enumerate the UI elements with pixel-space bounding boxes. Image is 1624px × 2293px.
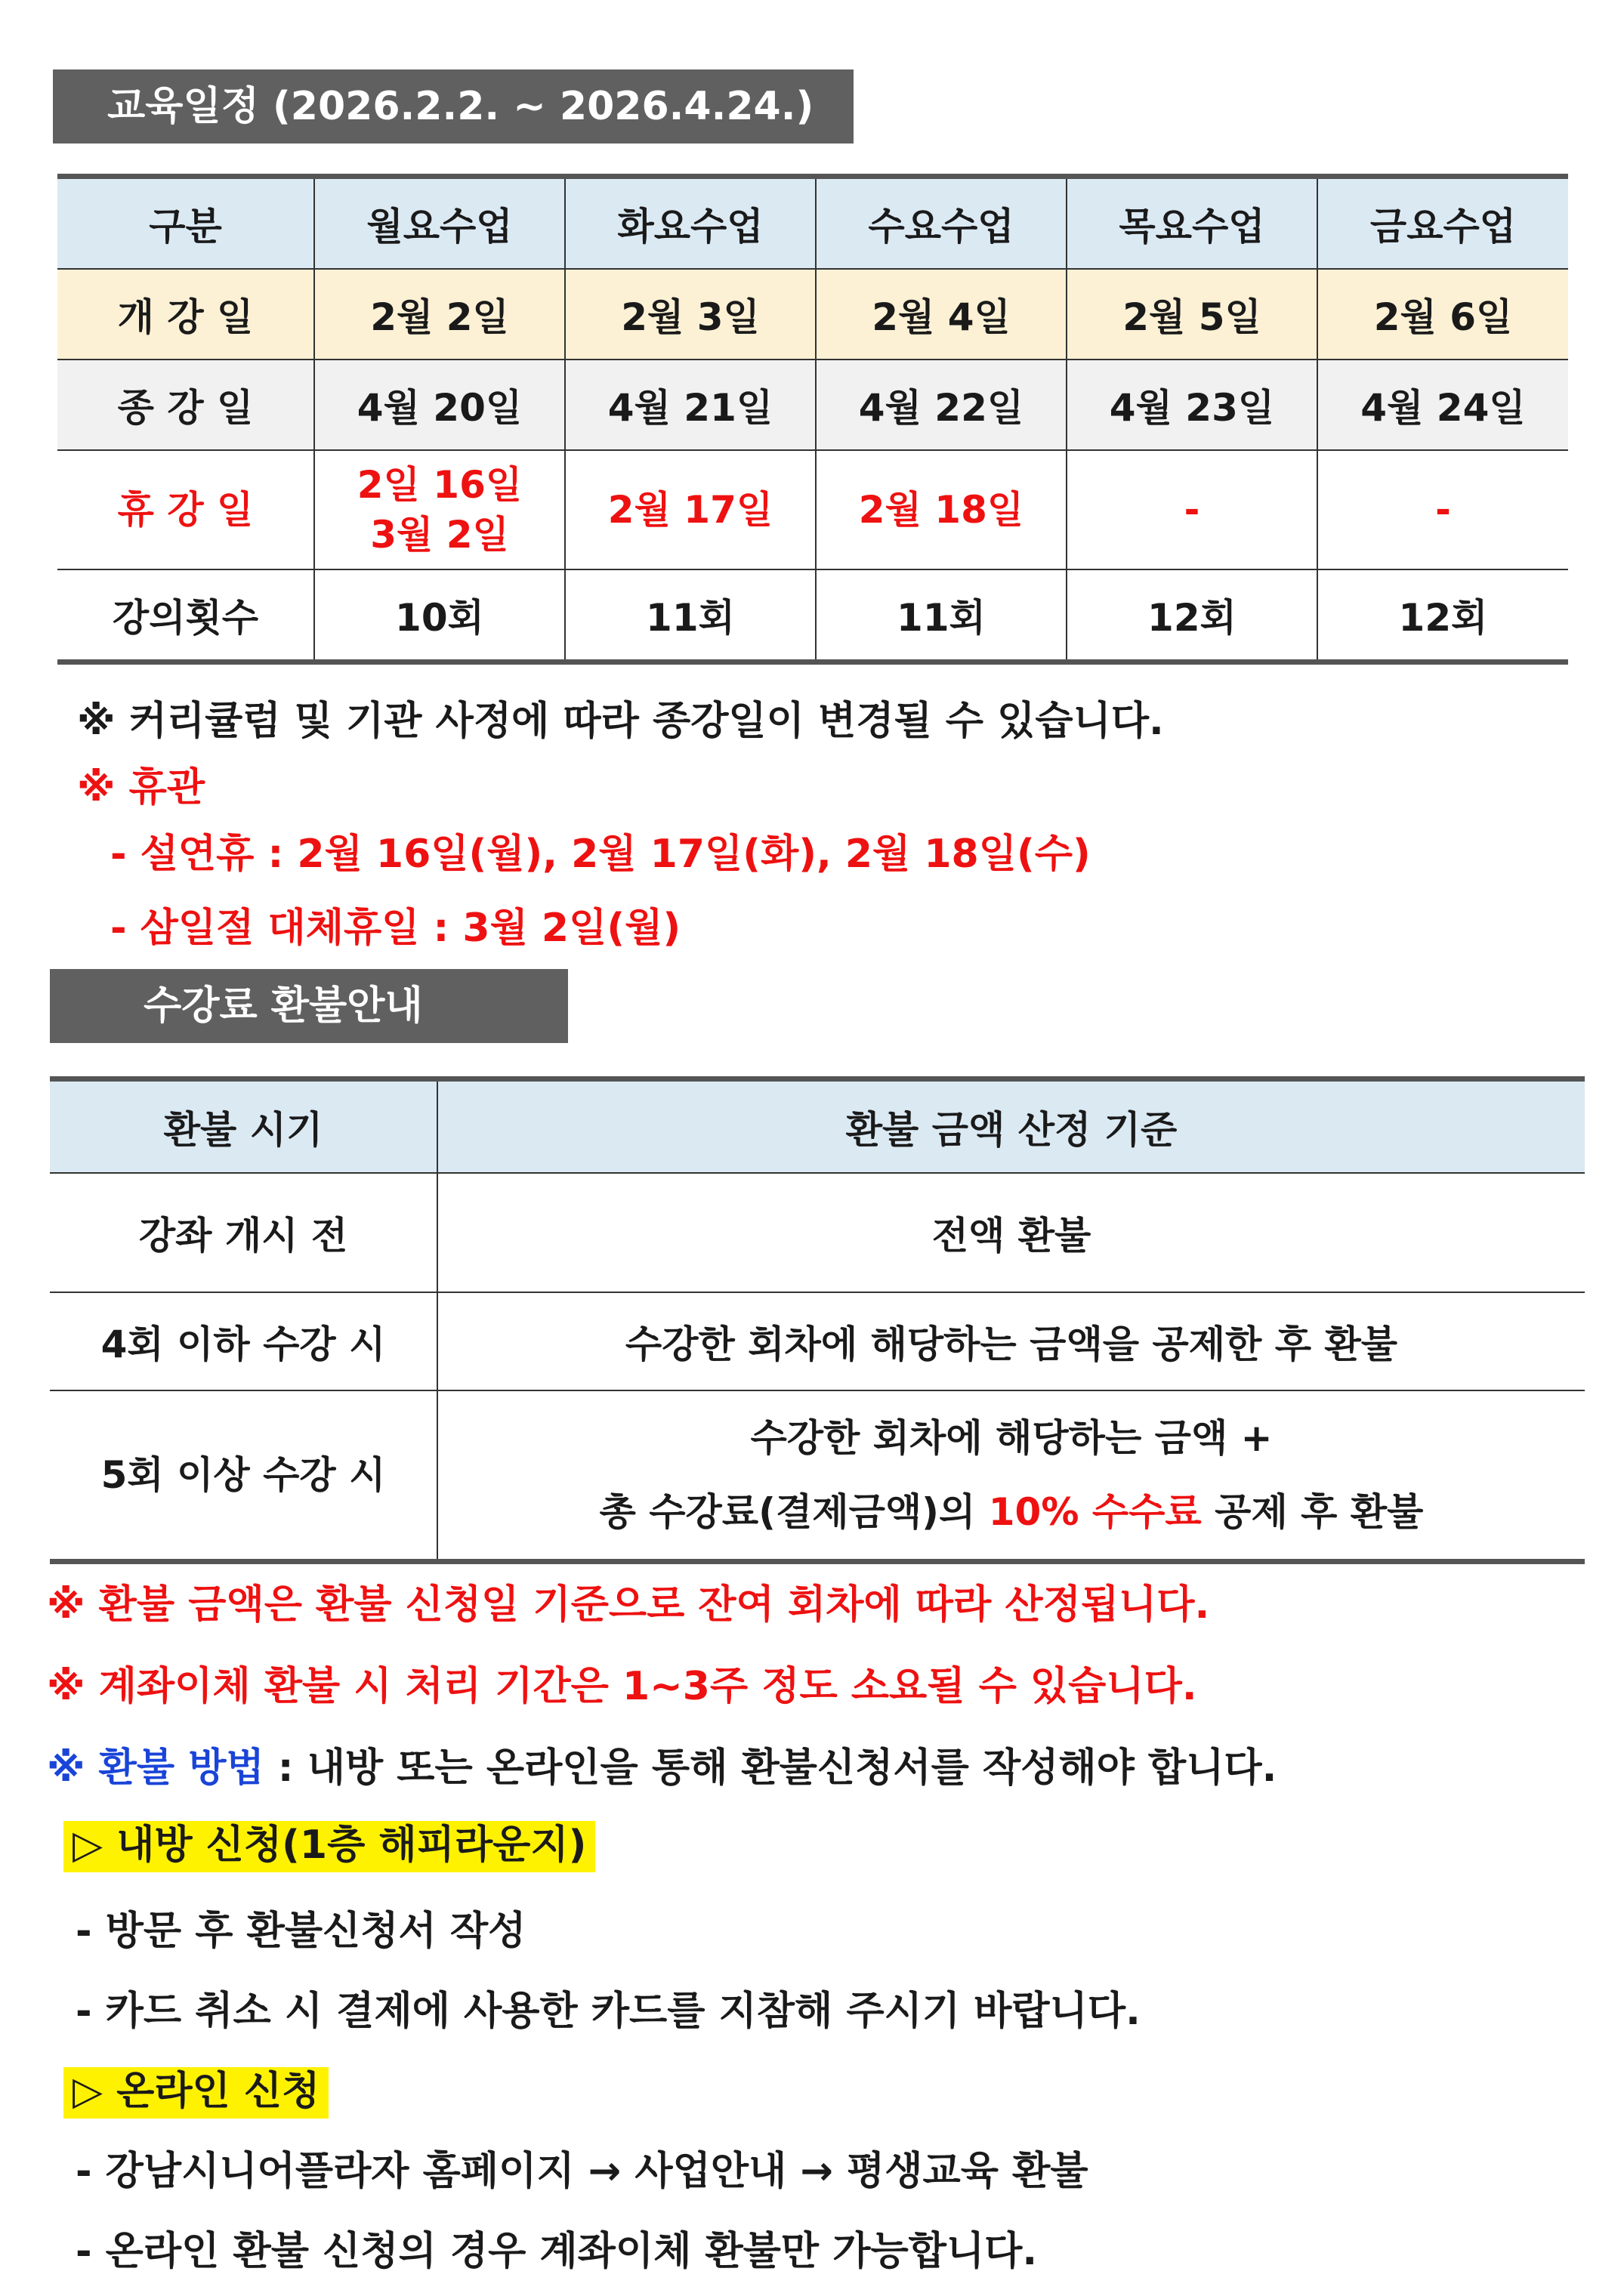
closure-title: ※ 휴관 — [77, 765, 205, 810]
refund-note: ※ 계좌이체 환불 시 처리 기간은 1~3주 정도 소요될 수 있습니다. — [47, 1664, 1197, 1709]
holiday-date: 3월 2일 — [370, 513, 509, 557]
list-item: - 강남시니어플라자 홈페이지 → 사업안내 → 평생교육 환불 — [76, 2149, 1088, 2194]
closure-item: - 설연휴 : 2월 16일(월), 2월 17일(화), 2월 18일(수) — [110, 832, 1091, 877]
table-cell — [314, 450, 565, 569]
table-row — [50, 1390, 1585, 1562]
refund-table — [50, 1076, 1585, 1564]
rule-text: 공제 후 환불 — [1201, 1490, 1424, 1534]
table-cell: 2월 3일 — [565, 269, 816, 360]
row-label: 개 강 일 — [57, 269, 314, 360]
method-label: ※ 환불 방법 — [47, 1745, 264, 1791]
refund-rule: 수강한 회차에 해당하는 금액을 공제한 후 환불 — [437, 1292, 1585, 1390]
table-cell: 4월 23일 — [1067, 360, 1317, 450]
curriculum-note: ※ 커리큘럼 및 기관 사정에 따라 종강일이 변경될 수 있습니다. — [77, 699, 1164, 744]
refund-rule-line — [438, 1475, 1585, 1549]
table-cell: 2월 18일 — [816, 450, 1067, 569]
refund-note: ※ 환불 금액은 환불 신청일 기준으로 잔여 회차에 따라 산정됩니다. — [47, 1582, 1210, 1628]
header-cell: 환불 시기 — [50, 1079, 437, 1174]
row-label: 휴 강 일 — [57, 450, 314, 569]
table-cell: 2월 2일 — [314, 269, 565, 360]
table-cell: 2월 5일 — [1067, 269, 1317, 360]
header-cell: 구분 — [57, 177, 314, 270]
method-text: : 내방 또는 온라인을 통해 환불신청서를 작성해야 합니다. — [264, 1745, 1277, 1791]
table-cell: 11회 — [565, 569, 816, 662]
table-cell: 4월 20일 — [314, 360, 565, 450]
table-row — [50, 1292, 1585, 1390]
lecture-count-row — [57, 569, 1568, 662]
holiday-row — [57, 450, 1568, 569]
list-item: - 카드 취소 시 결제에 사용한 카드를 지참해 주시기 바랍니다. — [76, 1989, 1141, 2034]
table-row — [50, 1173, 1585, 1292]
header-cell: 환불 금액 산정 기준 — [437, 1079, 1585, 1174]
table-cell: 2월 4일 — [816, 269, 1067, 360]
closure-item: - 삼일절 대체휴일 : 3월 2일(월) — [110, 906, 681, 951]
visit-title — [63, 1813, 595, 1869]
header-cell: 월요수업 — [314, 177, 565, 270]
schedule-header-row — [57, 177, 1568, 270]
refund-rule — [437, 1390, 1585, 1562]
table-cell: 12회 — [1317, 569, 1568, 662]
end-date-row — [57, 360, 1568, 450]
table-cell: 2월 6일 — [1317, 269, 1568, 360]
table-cell: 4월 22일 — [816, 360, 1067, 450]
list-item: - 온라인 환불 신청의 경우 계좌이체 환불만 가능합니다. — [76, 2229, 1038, 2274]
rule-text: 총 수강료(결제금액)의 — [599, 1490, 989, 1534]
refund-rule: 전액 환불 — [437, 1173, 1585, 1292]
visit-highlight: ▷ 내방 신청(1층 해피라운지) — [63, 1821, 595, 1872]
refund-section-title: 수강료 환불안내 — [50, 969, 568, 1043]
row-label: 강의횟수 — [57, 569, 314, 662]
refund-when: 강좌 개시 전 — [50, 1173, 437, 1292]
table-cell: 2월 17일 — [565, 450, 816, 569]
table-cell: 4월 24일 — [1317, 360, 1568, 450]
refund-when: 4회 이하 수강 시 — [50, 1292, 437, 1390]
header-cell: 목요수업 — [1067, 177, 1317, 270]
table-cell: 12회 — [1067, 569, 1317, 662]
online-title — [63, 2059, 329, 2116]
schedule-section-title: 교육일정 (2026.2.2. ~ 2026.4.24.) — [53, 69, 854, 144]
online-highlight: ▷ 온라인 신청 — [63, 2067, 329, 2119]
start-date-row — [57, 269, 1568, 360]
refund-when: 5회 이상 수강 시 — [50, 1390, 437, 1562]
table-cell: - — [1317, 450, 1568, 569]
fee-highlight: 10% 수수료 — [988, 1490, 1202, 1534]
refund-method-note — [47, 1736, 1277, 1792]
list-item: - 방문 후 환불신청서 작성 — [76, 1909, 526, 1954]
table-cell: - — [1067, 450, 1317, 569]
refund-rule-line: 수강한 회차에 해당하는 금액 + — [750, 1416, 1273, 1460]
schedule-table — [57, 174, 1568, 665]
holiday-date: 2일 16일 — [357, 463, 523, 507]
table-cell: 10회 — [314, 569, 565, 662]
table-cell: 4월 21일 — [565, 360, 816, 450]
header-cell: 수요수업 — [816, 177, 1067, 270]
row-label: 종 강 일 — [57, 360, 314, 450]
table-cell: 11회 — [816, 569, 1067, 662]
header-cell: 화요수업 — [565, 177, 816, 270]
header-cell: 금요수업 — [1317, 177, 1568, 270]
refund-header-row — [50, 1079, 1585, 1174]
